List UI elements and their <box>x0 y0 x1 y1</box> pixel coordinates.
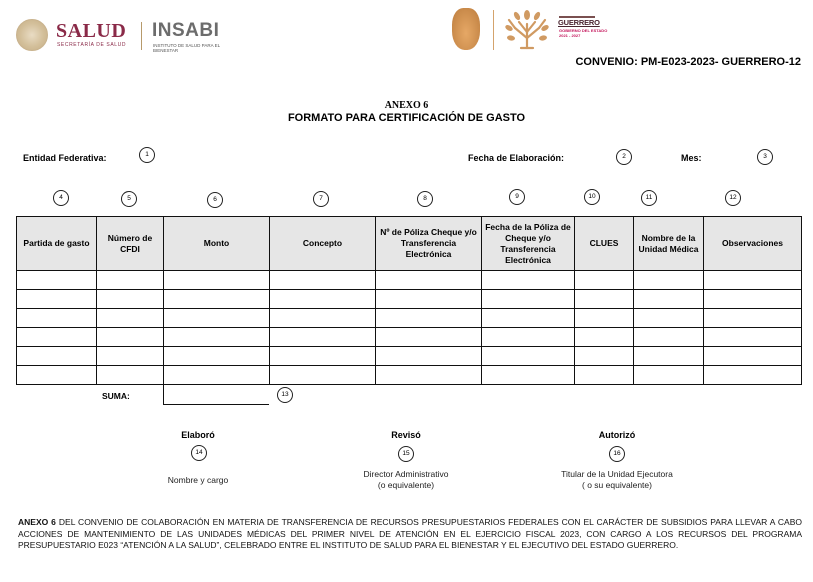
reviso-title: Revisó <box>391 430 421 440</box>
cell-poliza[interactable] <box>376 309 482 328</box>
cell-monto[interactable] <box>164 309 270 328</box>
cell-monto[interactable] <box>164 347 270 366</box>
cell-monto[interactable] <box>164 328 270 347</box>
marker-10: 10 <box>584 189 600 205</box>
cell-cfdi[interactable] <box>97 328 164 347</box>
marker-15: 15 <box>398 446 414 462</box>
table-row <box>17 347 802 366</box>
table-row <box>17 309 802 328</box>
cell-clues[interactable] <box>575 366 634 385</box>
cell-clues[interactable] <box>575 347 634 366</box>
col-header-concepto: Concepto <box>270 217 376 271</box>
marker-16: 16 <box>609 446 625 462</box>
convenio-id: CONVENIO: PM-E023-2023- GUERRERO-12 <box>575 56 801 68</box>
table-row <box>17 271 802 290</box>
col-header-partida: Partida de gasto <box>17 217 97 271</box>
cell-unidad-medica[interactable] <box>634 366 704 385</box>
cell-partida[interactable] <box>17 271 97 290</box>
logo-divider <box>493 10 494 50</box>
footer-bold-lead: ANEXO 6 <box>18 517 56 527</box>
elaboro-title: Elaboró <box>181 430 215 440</box>
cell-unidad-medica[interactable] <box>634 271 704 290</box>
cell-monto[interactable] <box>164 366 270 385</box>
guerrero-shield-icon <box>452 8 480 50</box>
cell-cfdi[interactable] <box>97 347 164 366</box>
cell-poliza[interactable] <box>376 271 482 290</box>
cell-clues[interactable] <box>575 271 634 290</box>
footer-legal-text <box>18 517 802 552</box>
cell-partida[interactable] <box>17 366 97 385</box>
salud-logo-subtitle: SECRETARÍA DE SALUD <box>57 42 127 48</box>
cell-concepto[interactable] <box>270 309 376 328</box>
cell-cfdi[interactable] <box>97 290 164 309</box>
marker-6: 6 <box>207 192 223 208</box>
cell-concepto[interactable] <box>270 328 376 347</box>
salud-logo-text: SALUD <box>56 20 127 42</box>
table-header-row <box>17 217 802 271</box>
suma-field[interactable] <box>163 384 269 405</box>
col-header-poliza: Nº de Póliza Cheque y/o Transferencia Electrónica <box>376 217 482 271</box>
anexo-title: ANEXO 6 <box>384 100 429 111</box>
cell-cfdi[interactable] <box>97 366 164 385</box>
marker-7: 7 <box>313 191 329 207</box>
cell-partida[interactable] <box>17 309 97 328</box>
marker-9: 9 <box>509 189 525 205</box>
cell-poliza[interactable] <box>376 366 482 385</box>
cell-clues[interactable] <box>575 328 634 347</box>
cell-partida[interactable] <box>17 290 97 309</box>
fecha-elaboracion-label: Fecha de Elaboración: <box>468 153 565 163</box>
reviso-description-line1: Director Administrativo <box>363 469 449 479</box>
cell-fecha-poliza[interactable] <box>482 271 575 290</box>
cell-poliza[interactable] <box>376 328 482 347</box>
col-header-unidad-medica: Nombre de la Unidad Médica <box>634 217 704 271</box>
marker-14: 14 <box>191 445 207 461</box>
insabi-logo-subtitle: INSTITUTO DE SALUD PARA EL BIENESTAR <box>153 43 220 53</box>
cell-fecha-poliza[interactable] <box>482 290 575 309</box>
cell-unidad-medica[interactable] <box>634 347 704 366</box>
autorizo-description-line1: Titular de la Unidad Ejecutora <box>561 469 673 479</box>
cell-unidad-medica[interactable] <box>634 309 704 328</box>
footer-body: DEL CONVENIO DE COLABORACIÓN EN MATERIA DE TRANSFERENCIA DE RECURSOS PRESUPUESTARIOS FEDERALES CON EL CARÁCTER DE SUBSIDIOS PARA LLEVAR A CABO ACCIONES DE MANTENIMIENTO DE LAS UNIDADES MÉDICAS DEL PRIMER NIVEL DE ATENCIÓN EN EL EJERCICIO FISCAL 2023, CON CARGO A LOS RECURSOS DEL PROGRAMA PRESUPUESTARIO E023 “ATENCIÓN A LA SALUD”, CELEBRADO ENTRE EL INSTITUTO DE SALUD PARA EL BIENESTAR Y EL EJECUTIVO DEL ESTADO GUERRERO. <box>18 517 802 550</box>
table-row <box>17 290 802 309</box>
cell-poliza[interactable] <box>376 347 482 366</box>
cell-fecha-poliza[interactable] <box>482 309 575 328</box>
cell-clues[interactable] <box>575 309 634 328</box>
col-header-fecha-poliza: Fecha de la Póliza de Cheque y/o Transferencia Electrónica <box>482 217 575 271</box>
cell-observaciones[interactable] <box>704 290 802 309</box>
cell-concepto[interactable] <box>270 366 376 385</box>
table-row <box>17 366 802 385</box>
col-header-observaciones: Observaciones <box>704 217 802 271</box>
autorizo-title: Autorizó <box>598 430 636 440</box>
marker-8: 8 <box>417 191 433 207</box>
entidad-federativa-label: Entidad Federativa: <box>23 153 107 163</box>
cell-cfdi[interactable] <box>97 309 164 328</box>
cell-partida[interactable] <box>17 347 97 366</box>
marker-3: 3 <box>757 149 773 165</box>
cell-concepto[interactable] <box>270 290 376 309</box>
cell-concepto[interactable] <box>270 347 376 366</box>
reviso-description-line2: (o equivalente) <box>377 480 435 490</box>
cell-monto[interactable] <box>164 290 270 309</box>
marker-2: 2 <box>616 149 632 165</box>
mes-label: Mes: <box>681 153 702 163</box>
col-header-clues: CLUES <box>575 217 634 271</box>
cell-observaciones[interactable] <box>704 366 802 385</box>
marker-11: 11 <box>641 190 657 206</box>
mexico-coat-of-arms-icon <box>16 19 48 51</box>
insabi-logo-text: INSABI <box>152 20 220 41</box>
cell-fecha-poliza[interactable] <box>482 347 575 366</box>
cell-clues[interactable] <box>575 290 634 309</box>
expense-table <box>16 216 802 385</box>
suma-label: SUMA: <box>102 391 130 401</box>
marker-13: 13 <box>277 387 293 403</box>
guerrero-logo-text: GUERRERO <box>558 18 600 27</box>
autorizo-description-line2: ( o su equivalente) <box>582 480 652 490</box>
elaboro-description: Nombre y cargo <box>167 475 229 485</box>
cell-unidad-medica[interactable] <box>634 328 704 347</box>
cell-observaciones[interactable] <box>704 309 802 328</box>
cell-unidad-medica[interactable] <box>634 290 704 309</box>
form-title: FORMATO PARA CERTIFICACIÓN DE GASTO <box>287 112 526 124</box>
tree-of-life-icon <box>505 8 549 50</box>
cell-cfdi[interactable] <box>97 271 164 290</box>
marker-4: 4 <box>53 190 69 206</box>
cell-observaciones[interactable] <box>704 328 802 347</box>
table-row <box>17 328 802 347</box>
cell-poliza[interactable] <box>376 290 482 309</box>
cell-observaciones[interactable] <box>704 347 802 366</box>
marker-5: 5 <box>121 191 137 207</box>
cell-fecha-poliza[interactable] <box>482 366 575 385</box>
col-header-monto: Monto <box>164 217 270 271</box>
marker-12: 12 <box>725 190 741 206</box>
cell-partida[interactable] <box>17 328 97 347</box>
cell-monto[interactable] <box>164 271 270 290</box>
guerrero-logo-period: 2021 - 2027 <box>559 33 581 38</box>
marker-1: 1 <box>139 147 155 163</box>
logo-divider <box>141 22 142 50</box>
guerrero-logo-tagline: GOBIERNO DEL ESTADO <box>559 28 608 33</box>
col-header-cfdi: Número de CFDI <box>97 217 164 271</box>
cell-fecha-poliza[interactable] <box>482 328 575 347</box>
cell-concepto[interactable] <box>270 271 376 290</box>
cell-observaciones[interactable] <box>704 271 802 290</box>
